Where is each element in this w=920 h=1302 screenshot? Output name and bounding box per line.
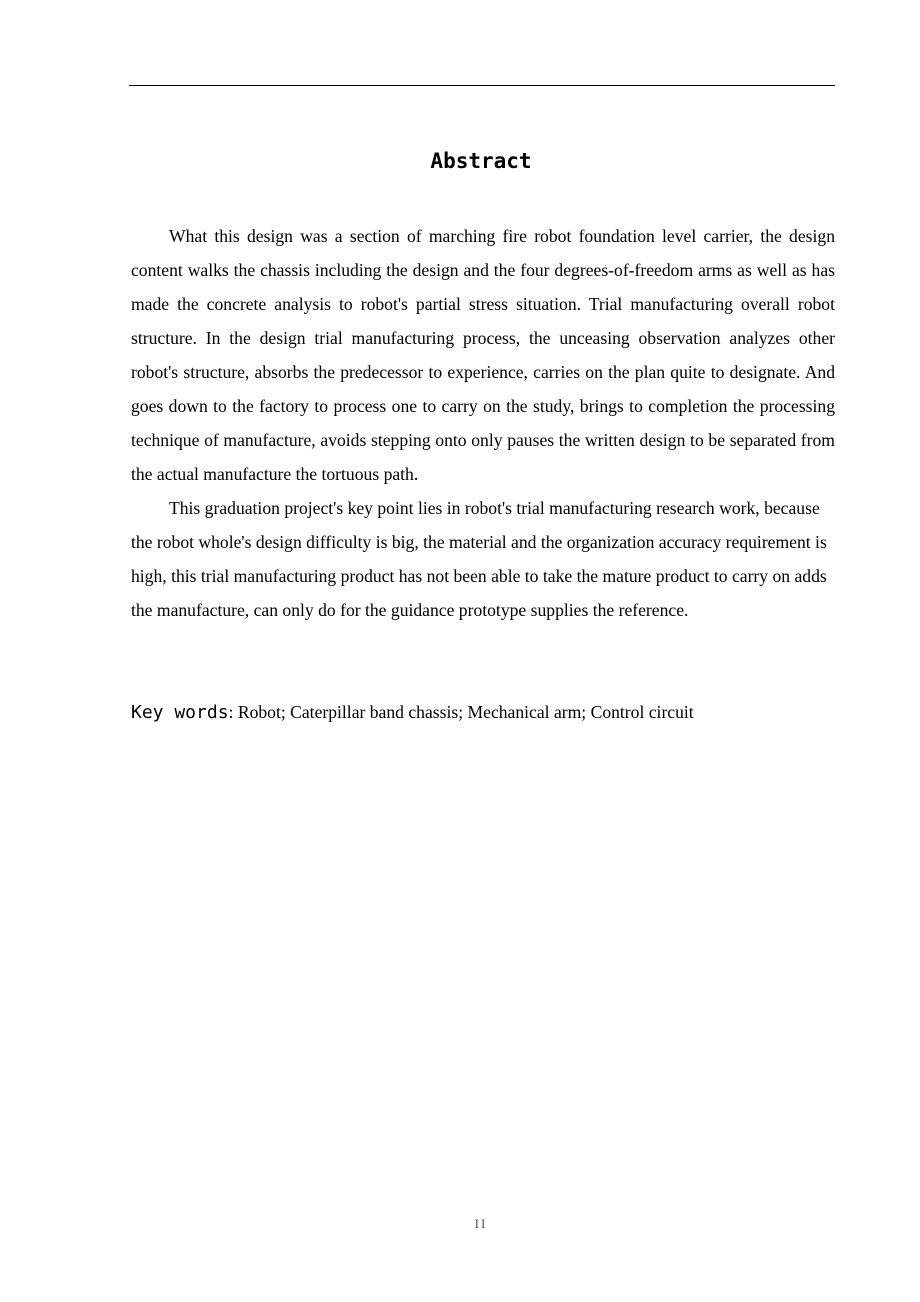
keywords-list: : Robot; Caterpillar band chassis; Mechanical arm; Control circuit bbox=[228, 702, 694, 722]
keywords-label: Key words bbox=[131, 702, 229, 723]
abstract-paragraph-1: What this design was a section of marching fire robot foundation level carrier, the design content walks the chassis including the design and the four degrees-of-freedom arms as well as has made the concrete analysis to robot's partial stress situation. Trial manufacturing overall robot structure. In the design trial manufacturing process, the unceasing observation analyzes other robot's structure, absorbs the predecessor to experience, carries on the plan quite to designate. And goes down to the factory to process one to carry on the study, brings to completion the processing technique of manufacture, avoids stepping onto only pauses the written design to be separated from the actual manufacture the tortuous path. bbox=[131, 226, 835, 484]
abstract-body bbox=[131, 219, 835, 627]
abstract-paragraph-2: This graduation project's key point lies in robot's trial manufacturing research work, because the robot whole's design difficulty is big, the material and the organization accuracy requirement is high, this trial manufacturing product has not been able to take the mature product to carry on adds the manufacture, can only do for the guidance prototype supplies the reference. bbox=[131, 498, 827, 620]
page-title: Abstract bbox=[430, 149, 532, 173]
keywords-line bbox=[131, 696, 851, 729]
header-rule bbox=[129, 85, 835, 86]
page-number: II bbox=[474, 1216, 488, 1231]
